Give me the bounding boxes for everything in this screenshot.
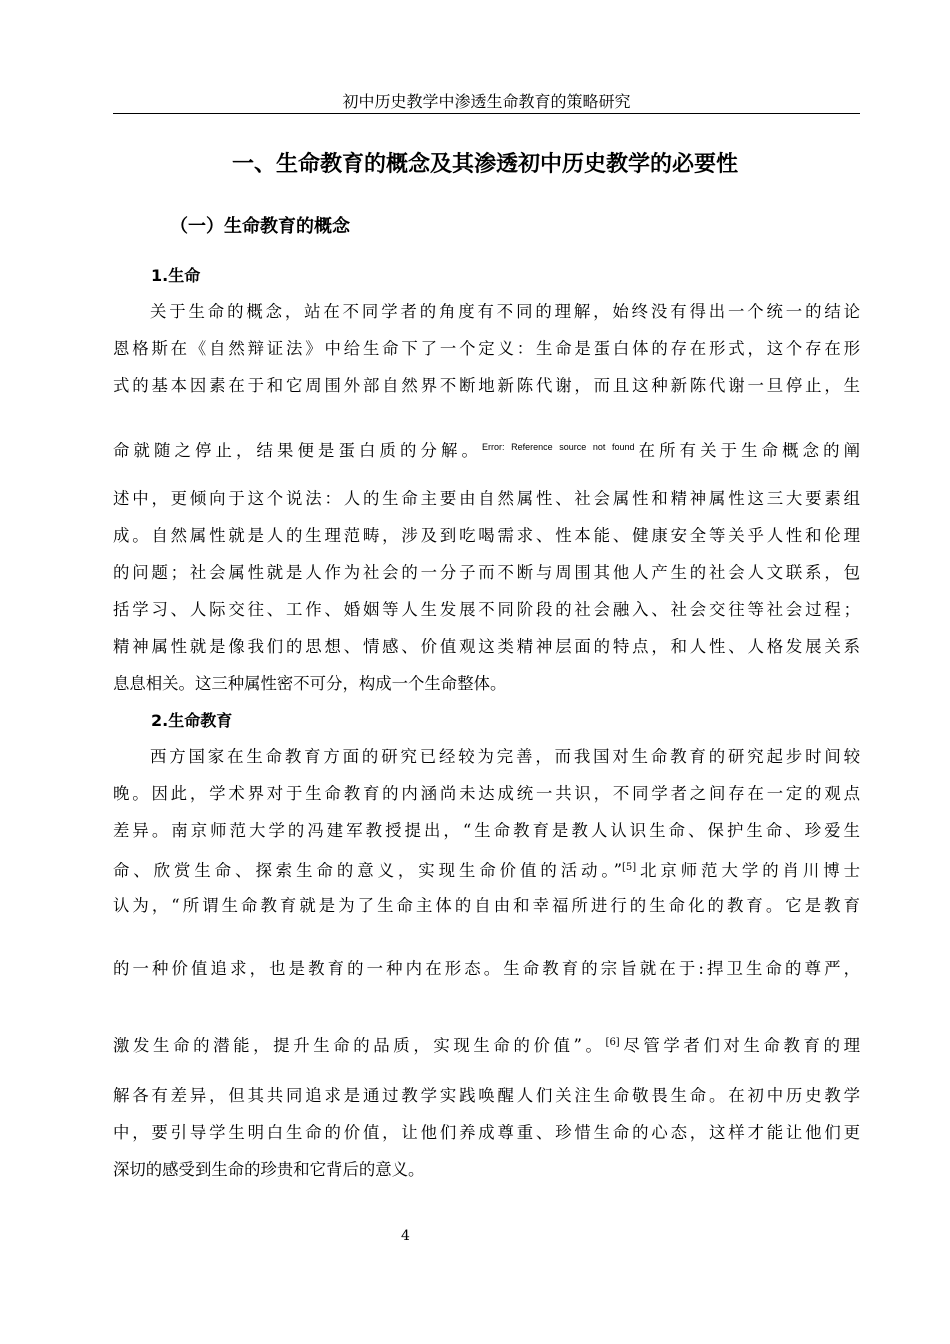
paragraph-line: 的问题；社会属性就是人作为社会的一分子而不断与周围其他人产生的社会人文联系，包	[113, 563, 860, 582]
paragraph-line: 深切的感受到生命的珍贵和它背后的意义。	[113, 1160, 425, 1179]
paragraph-line: 认为，“所谓生命教育就是为了生命主体的自由和幸福所进行的生命化的教育。它是教育	[113, 896, 860, 915]
paragraph-line: 关于生命的概念，站在不同学者的角度有不同的理解，始终没有得出一个统一的结论	[150, 302, 860, 321]
line-text: 激发生命的潜能，提升生命的品质，实现生命的价值”。	[113, 1036, 606, 1055]
paragraph-line: 解各有差异，但其共同追求是通过教学实践唤醒人们关注生命敬畏生命。在初中历史教学	[113, 1086, 860, 1105]
reference-error: Error: Reference source not found	[482, 442, 635, 452]
running-header: 初中历史教学中渗透生命教育的策略研究	[342, 92, 631, 111]
paragraph-line: 成。自然属性就是人的生理范畴，涉及到吃喝需求、性本能、健康安全等关乎人性和伦理	[113, 526, 860, 545]
chapter-heading: 一、生命教育的概念及其渗透初中历史教学的必要性	[232, 152, 739, 177]
paragraph-line	[113, 1032, 860, 1057]
citation-5: [5]	[621, 862, 637, 873]
paragraph-line	[113, 436, 860, 462]
citation-6: [6]	[605, 1037, 620, 1048]
paragraph-line: 括学习、人际交往、工作、婚姻等人生发展不同阶段的社会融入、社会交往等社会过程；	[113, 600, 860, 619]
paragraph-line: 中，要引导学生明白生命的价值，让他们养成尊重、珍惜生命的心态，这样才能让他们更	[113, 1123, 860, 1142]
paragraph-line: 西方国家在生命教育方面的研究已经较为完善，而我国对生命教育的研究起步时间较	[150, 747, 860, 766]
subsection-heading-life: 1.生命	[151, 266, 201, 285]
paragraph-line: 式的基本因素在于和它周围外部自然界不断地新陈代谢，而且这种新陈代谢一旦停止，生	[113, 376, 860, 395]
paragraph-line	[113, 857, 860, 882]
header-divider	[113, 113, 860, 114]
paragraph-line: 息息相关。这三种属性密不可分，构成一个生命整体。	[113, 674, 507, 693]
paragraph-line: 晚。因此，学术界对于生命教育的内涵尚未达成统一共识，不同学者之间存在一定的观点	[113, 784, 860, 803]
line-text: 命、欣赏生命、探索生命的意义，实现生命价值的活动。”	[113, 861, 622, 880]
paragraph-line: 恩格斯在《自然辩证法》中给生命下了一个定义：生命是蛋白体的存在形式，这个存在形	[113, 339, 860, 358]
line-text: 北京师范大学的肖川博士	[636, 861, 861, 880]
paragraph-line: 的一种价值追求，也是教育的一种内在形态。生命教育的宗旨就在于:捍卫生命的尊严，	[113, 959, 860, 978]
paragraph-line: 精神属性就是像我们的思想、情感、价值观这类精神层面的特点，和人性、人格发展关系	[113, 637, 860, 656]
section-heading: （一）生命教育的概念	[170, 216, 350, 237]
paragraph-line: 差异。南京师范大学的冯建军教授提出，“生命教育是教人认识生命、保护生命、珍爱生	[113, 821, 860, 840]
paragraph-line: 述中，更倾向于这个说法：人的生命主要由自然属性、社会属性和精神属性这三大要素组	[113, 489, 860, 508]
page-number: 4	[401, 1228, 410, 1244]
line-text: 在所有关于生命概念的阐	[634, 441, 861, 460]
line-text: 命就随之停止，结果便是蛋白质的分解。	[113, 441, 482, 460]
subsection-heading-life-education: 2.生命教育	[151, 711, 233, 730]
line-text: 尽管学者们对生命教育的理	[619, 1036, 860, 1055]
